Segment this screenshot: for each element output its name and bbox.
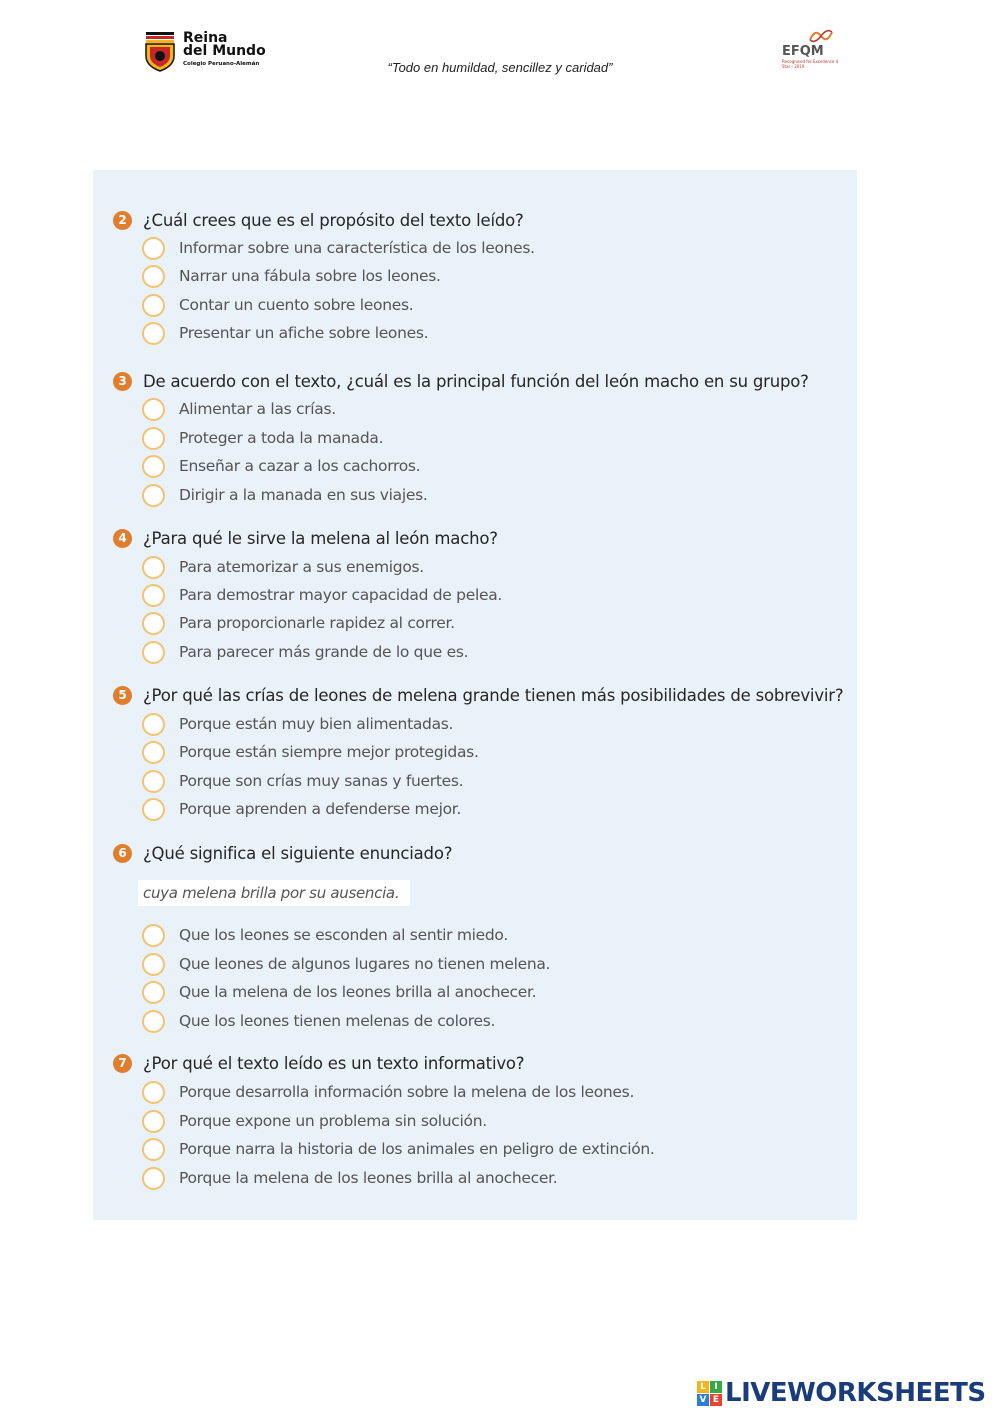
question-text: ¿Para qué le sirve la melena al león macho?: [143, 528, 498, 548]
option-label: Narrar una fábula sobre los leones.: [179, 267, 441, 285]
school-motto: “Todo en humildad, sencillez y caridad”: [387, 60, 613, 75]
question-text: ¿Por qué el texto leído es un texto informativo?: [143, 1053, 525, 1073]
brand-letter-e: E: [710, 1394, 722, 1406]
option-3c[interactable]: [142, 452, 420, 480]
question-5: [113, 683, 843, 707]
question-text: De acuerdo con el texto, ¿cuál es la principal función del león macho en su grupo?: [143, 371, 809, 391]
question-4: [113, 526, 498, 550]
option-label: Que leones de algunos lugares no tienen melena.: [179, 955, 551, 973]
efqm-label: EFQM: [782, 44, 824, 59]
school-crest-icon: [143, 30, 177, 72]
option-label: Presentar un afiche sobre leones.: [179, 324, 429, 342]
radio-circle[interactable]: [142, 981, 165, 1004]
question-text: ¿Por qué las crías de leones de melena grande tienen más posibilidades de sobrevivir?: [143, 685, 844, 705]
option-6a[interactable]: [142, 921, 508, 949]
option-label: Para parecer más grande de lo que es.: [179, 643, 469, 661]
option-label: Porque narra la historia de los animales en peligro de extinción.: [179, 1140, 655, 1158]
school-name-line-1: Reina: [183, 30, 228, 46]
radio-circle[interactable]: [142, 924, 165, 947]
option-5a[interactable]: [142, 710, 453, 738]
option-label: Contar un cuento sobre leones.: [179, 296, 414, 314]
radio-circle[interactable]: [142, 1167, 165, 1190]
option-label: Que los leones tienen melenas de colores.: [179, 1012, 496, 1030]
liveworksheets-blocks-icon: [697, 1381, 722, 1406]
option-label: Dirigir a la manada en sus viajes.: [179, 486, 428, 504]
radio-circle[interactable]: [142, 612, 165, 635]
option-4b[interactable]: [142, 581, 502, 609]
radio-circle[interactable]: [142, 556, 165, 579]
radio-circle[interactable]: [142, 294, 165, 317]
radio-circle[interactable]: [142, 584, 165, 607]
option-4a[interactable]: [142, 553, 424, 581]
radio-circle[interactable]: [142, 1138, 165, 1161]
option-2d[interactable]: [142, 319, 428, 347]
option-label: Porque la melena de los leones brilla al anochecer.: [179, 1169, 558, 1187]
option-label: Informar sobre una característica de los leones.: [179, 239, 535, 257]
question-2: [113, 208, 524, 232]
option-label: Porque expone un problema sin solución.: [179, 1112, 487, 1130]
option-label: Porque están siempre mejor protegidas.: [179, 743, 479, 761]
brand-letter-v: V: [697, 1394, 709, 1406]
option-2c[interactable]: [142, 291, 413, 319]
option-label: Para demostrar mayor capacidad de pelea.: [179, 586, 503, 604]
question-number-badge: 6: [113, 844, 132, 863]
question-number-badge: 3: [113, 372, 132, 391]
option-5d[interactable]: [142, 795, 461, 823]
option-label: Porque son crías muy sanas y fuertes.: [179, 772, 464, 790]
radio-circle[interactable]: [142, 1110, 165, 1133]
liveworksheets-text: LIVEWORKSHEETS: [725, 1378, 986, 1408]
option-3d[interactable]: [142, 481, 428, 509]
radio-circle[interactable]: [142, 1010, 165, 1033]
efqm-badge: [778, 26, 842, 74]
question-3: [113, 369, 809, 393]
option-7b[interactable]: [142, 1107, 487, 1135]
option-label: Que la melena de los leones brilla al anochecer.: [179, 983, 537, 1001]
option-5b[interactable]: [142, 738, 479, 766]
radio-circle[interactable]: [142, 770, 165, 793]
question-6: [113, 841, 452, 865]
radio-circle[interactable]: [142, 398, 165, 421]
option-label: Que los leones se esconden al sentir miedo.: [179, 926, 508, 944]
option-4c[interactable]: [142, 609, 455, 637]
radio-circle[interactable]: [142, 1081, 165, 1104]
radio-circle[interactable]: [142, 798, 165, 821]
school-subtitle: Colegio Peruano-Alemán: [183, 61, 260, 67]
option-5c[interactable]: [142, 767, 463, 795]
school-logo: [143, 30, 283, 76]
radio-circle[interactable]: [142, 455, 165, 478]
radio-circle[interactable]: [142, 713, 165, 736]
option-label: Para proporcionarle rapidez al correr.: [179, 614, 455, 632]
option-7d[interactable]: [142, 1164, 557, 1192]
option-2b[interactable]: [142, 262, 441, 290]
option-2a[interactable]: [142, 234, 535, 262]
option-label: Enseñar a cazar a los cachorros.: [179, 457, 421, 475]
option-label: Para atemorizar a sus enemigos.: [179, 558, 424, 576]
radio-circle[interactable]: [142, 237, 165, 260]
question-number-badge: 5: [113, 686, 132, 705]
option-7c[interactable]: [142, 1135, 655, 1163]
question-text: ¿Cuál crees que es el propósito del texto leído?: [143, 210, 524, 230]
option-label: Proteger a toda la manada.: [179, 429, 384, 447]
school-name: [183, 32, 266, 58]
question-number-badge: 4: [113, 529, 132, 548]
option-6b[interactable]: [142, 950, 550, 978]
efqm-subtitle: Recognised for Excellence 4 Star - 2019: [782, 59, 839, 69]
option-7a[interactable]: [142, 1078, 634, 1106]
brand-letter-l: L: [697, 1381, 709, 1393]
option-label: Porque aprenden a defenderse mejor.: [179, 800, 462, 818]
option-6d[interactable]: [142, 1007, 495, 1035]
radio-circle[interactable]: [142, 427, 165, 450]
liveworksheets-logo: [697, 1378, 986, 1408]
option-label: Alimentar a las crías.: [179, 400, 336, 418]
quoted-statement: [138, 880, 410, 906]
school-name-line-2: del Mundo: [183, 43, 266, 59]
question-number-badge: 2: [113, 211, 132, 230]
question-text: ¿Qué significa el siguiente enunciado?: [143, 843, 453, 863]
option-6c[interactable]: [142, 978, 536, 1006]
efqm-infinity-icon: [806, 26, 836, 46]
radio-circle[interactable]: [142, 741, 165, 764]
brand-letter-i: I: [710, 1381, 722, 1393]
question-number-badge: 7: [113, 1054, 132, 1073]
radio-circle[interactable]: [142, 953, 165, 976]
radio-circle[interactable]: [142, 265, 165, 288]
question-7: [113, 1051, 524, 1075]
radio-circle[interactable]: [142, 484, 165, 507]
radio-circle[interactable]: [142, 641, 165, 664]
option-label: Porque desarrolla información sobre la melena de los leones.: [179, 1083, 635, 1101]
option-3b[interactable]: [142, 424, 383, 452]
quoted-statement-text: cuya melena brilla por su ausencia.: [143, 884, 400, 902]
option-3a[interactable]: [142, 395, 336, 423]
option-label: Porque están muy bien alimentadas.: [179, 715, 454, 733]
radio-circle[interactable]: [142, 322, 165, 345]
option-4d[interactable]: [142, 638, 468, 666]
